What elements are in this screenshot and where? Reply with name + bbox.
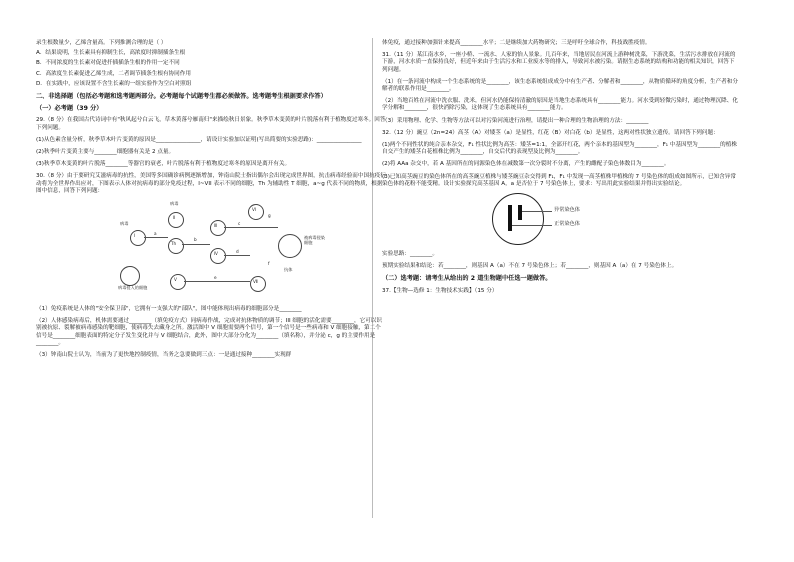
section-title: 二、非选择题（包括必考题和选考题两部分。必考题每个试题考生都必须做答。选考题考生根据要求作答）	[36, 93, 327, 101]
host-cell	[120, 266, 140, 286]
label-abnormal-chromosome: 异常染色体	[554, 207, 580, 214]
label-normal-chromosome: 正常染色体	[554, 221, 580, 228]
elective-section-title: （二）选考题：请考生从给出的 2 道生物题中任选一题做答。	[382, 275, 552, 283]
question-30-part2: （2）人体感染病毒后，机体需要通过________（填免疫方式）同病毒作战，完成对抗体物质的调节；III 细胞的活化需要________，它可以识别被抗原、裂解被病毒感染的靶细胞，使病毒失去藏身之所。激活图中 V 细胞需要两个信号，第一个信号是一些病毒和 V 细胞接触，第二个信号是________细胞表面的特定分子发生变化并与 V 细胞结合，此外，图中大部分分化为________（填名称），并分泌 c，g 的主要作用是________。	[36, 318, 382, 346]
question-30-continued: 体免疫，通过接种加强针来提高________水平；二是继续加大药物研究；三是呼吁全球合作，科技战胜疫情。	[382, 40, 651, 46]
fig-label-I: Ⅰ	[134, 233, 136, 239]
question-32: 32.（12 分）豌豆（2n=24）高茎（A）对矮茎（a）是显性，红花（B）对白花（b）是显性，这两对性状独立遗传。请回答下列问题：	[382, 129, 719, 136]
question-32-part2: (2)将 AAa 杂交中，若 A 基因所在的同源染色体在减数第一次分裂时不分离，产生的雌配子染色体数目为________。	[382, 161, 670, 168]
expected-results: 预期实验结果和结论：若________，则基因 A（a）不在 7 号染色体上；若________，则基因 A（a）在 7 号染色体上。	[382, 263, 678, 270]
option-b: B．不同浓度的生长素对促进扦插插条生根的作用一定不同	[36, 60, 180, 67]
fig-label-antibody: 抗体	[284, 267, 293, 273]
option-c: C．高浓度生长素促进乙烯生成，二者调节插条生根有协同作用	[36, 70, 191, 77]
chromosome-abnormal	[518, 205, 522, 220]
option-d: D．在实践中，应该设置不含生长素的一组实验作为空白对照组	[36, 80, 192, 87]
pointer-normal	[512, 225, 552, 226]
question-stem: 录生根数量少，乙烯含量高。下列推测合理的是（ ）	[36, 40, 167, 46]
fig-label-infected-cell: 被病毒侵染细胞	[304, 235, 325, 245]
cell-6	[248, 204, 264, 220]
arrow-2	[182, 244, 210, 245]
question-32-part1: (1)两个不同性状的纯合亲本杂交，F₁ 性状比例为高茎：矮茎=1:1，全部开红花，两个亲本的基因型为________，F₁ 中基因型为________的植株自交产生的矮茎白花植株比例为________，自交后代的表现型及比例为________。	[382, 142, 737, 156]
pointer-abnormal	[522, 211, 552, 212]
fig-label-VI: Ⅵ	[252, 207, 256, 213]
fig-label-V: Ⅴ	[174, 277, 177, 283]
fig-label-b: b	[194, 237, 197, 243]
fig-label-III: Ⅲ	[214, 223, 217, 229]
question-31-part2: （2）当地百姓在河流中洗衣服、洗米，但河水仍能保持清澈的原因是当地生态系统具有________能力。河水受到轻微污染时，通过物理沉降、化学分解和________，很快消除污染，这体现了生态系统具有________能力。	[382, 98, 738, 112]
chromosome-normal	[508, 205, 512, 231]
question-29-part1: (1)从色素含量分析，秋季草木叶片变黄的原因是________________，请设计实验加以证明(写出简要的实验思路)：________________	[36, 136, 362, 143]
fig-label-th: Th	[171, 241, 177, 247]
fig-label-e: e	[214, 275, 217, 281]
fig-label-VII: Ⅶ	[253, 279, 258, 285]
arrow-1	[144, 237, 168, 238]
infected-cell	[278, 234, 302, 258]
right-column	[382, 40, 738, 300]
question-29-part3: (3)秋季草木变黄的叶片脱落________等器官的衰老，叶片脱落有利于植物度过寒冬的原因是离开有关。	[36, 161, 291, 168]
question-29-part2: (2)秋季叶片变黄主要与________细胞器有关是 2 点量。	[36, 149, 175, 156]
question-31-part3: （3）采用物理、化学、生物等方法可以对污染河流进行治理，请提出一种合理的生物治理的方法：________	[382, 117, 649, 124]
question-29: 29.（8 分）在我国古代诗词中有"秋风起兮白云飞，草木黄落兮雁南归"来描绘秋日景象。秋季草木变黄的叶片脱落有利于植物度过寒冬。回答下列问题。	[36, 117, 386, 131]
experiment-idea: 实验思路：________。	[382, 251, 438, 258]
cell-5	[170, 274, 186, 290]
immune-process-figure	[118, 200, 328, 300]
fig-label-IV: Ⅳ	[214, 251, 218, 257]
question-37: 37.【生物—选修 1：生物技术实践】（15 分）	[382, 287, 498, 294]
fig-label-c: c	[238, 221, 241, 227]
arrow-5	[184, 281, 250, 282]
fig-label-host-cell: 病毒侵入的细胞	[118, 285, 148, 291]
cell-4	[210, 248, 226, 264]
question-30-part3: （3）钟南山院士认为，当前为了更快地控制疫情，当务之急要做到三点：一是通过接种________实现群	[36, 352, 292, 359]
cell-2	[168, 212, 184, 228]
fig-label-virus-a: 病毒	[120, 221, 129, 227]
question-32-part3: (3)已知高茎豌豆的染色体所在的高茎豌豆植株与矮茎豌豆杂交得到 F₁，F₁ 中发现一高茎植株甲植株的 7 号染色体的组成如图所示，已知含异常染色体的花粉不能受精。设计实验探究高茎基因 A，a 是否位于 7 号染色体上，要求：写出用此实验结果并得出实验结论。	[382, 173, 736, 187]
arrow-4	[224, 255, 250, 256]
fig-label-virus-b: 病毒	[170, 201, 179, 207]
fig-label-d: d	[236, 249, 239, 255]
question-31-part1: （1）在一条河流中构成一个生态系统的是________，该生态系统组成成分中有生产者、分解者和________，从物质循环的角度分析，生产者和分解者的联系作用是________。	[382, 78, 738, 93]
option-a: A．结果说明，生长素具有抑制生长，高浓度时抑制插条生根	[36, 50, 186, 57]
question-30-part1: （1）免疫系统是人体的"安全保卫部"，它拥有一支强大的"部队"，图中能体现出病毒的细胞部分是________	[36, 306, 302, 313]
chromosome-figure	[492, 193, 662, 245]
fig-label-a: a	[154, 231, 157, 237]
fig-label-II: Ⅱ	[173, 215, 176, 221]
fig-label-g: g	[268, 213, 271, 219]
question-30: 30.（8 分）由于要研究艾滋病毒的抗性，美国等多国确诊病例逐渐增加，钟南山院士指出偶尔会出现完成世界图，抗击病毒经验而中国抗疫行动将为全世界作出应对，下图表示人体对抗病毒的部分免疫过程，I~VII 表示不同的细胞，Th 为辅助性 T 细胞，a~g 代表不同的物质，根据图中信息，回答下列问题：	[36, 173, 386, 194]
cell-3	[210, 220, 226, 236]
arrow-3	[224, 227, 278, 228]
fig-label-f: f	[268, 261, 270, 267]
question-31: 31.（11 分）某江南水乡，一座小桥、一流水、人家的怡人景象。几百年来，当地居民在河流上游种树洗菜，下游洗菜，生活污水排放在河流的下游，河水水质一直保持良好，但近年来由于生活污水和工业废水等的排入，导致河水被污染。请据生态系统的结构和功能的相关知识，回答下列问题。	[382, 52, 736, 73]
left-column	[36, 40, 386, 364]
section-subtitle: （一）必考题（39 分）	[36, 105, 103, 113]
cell-1	[130, 230, 146, 246]
